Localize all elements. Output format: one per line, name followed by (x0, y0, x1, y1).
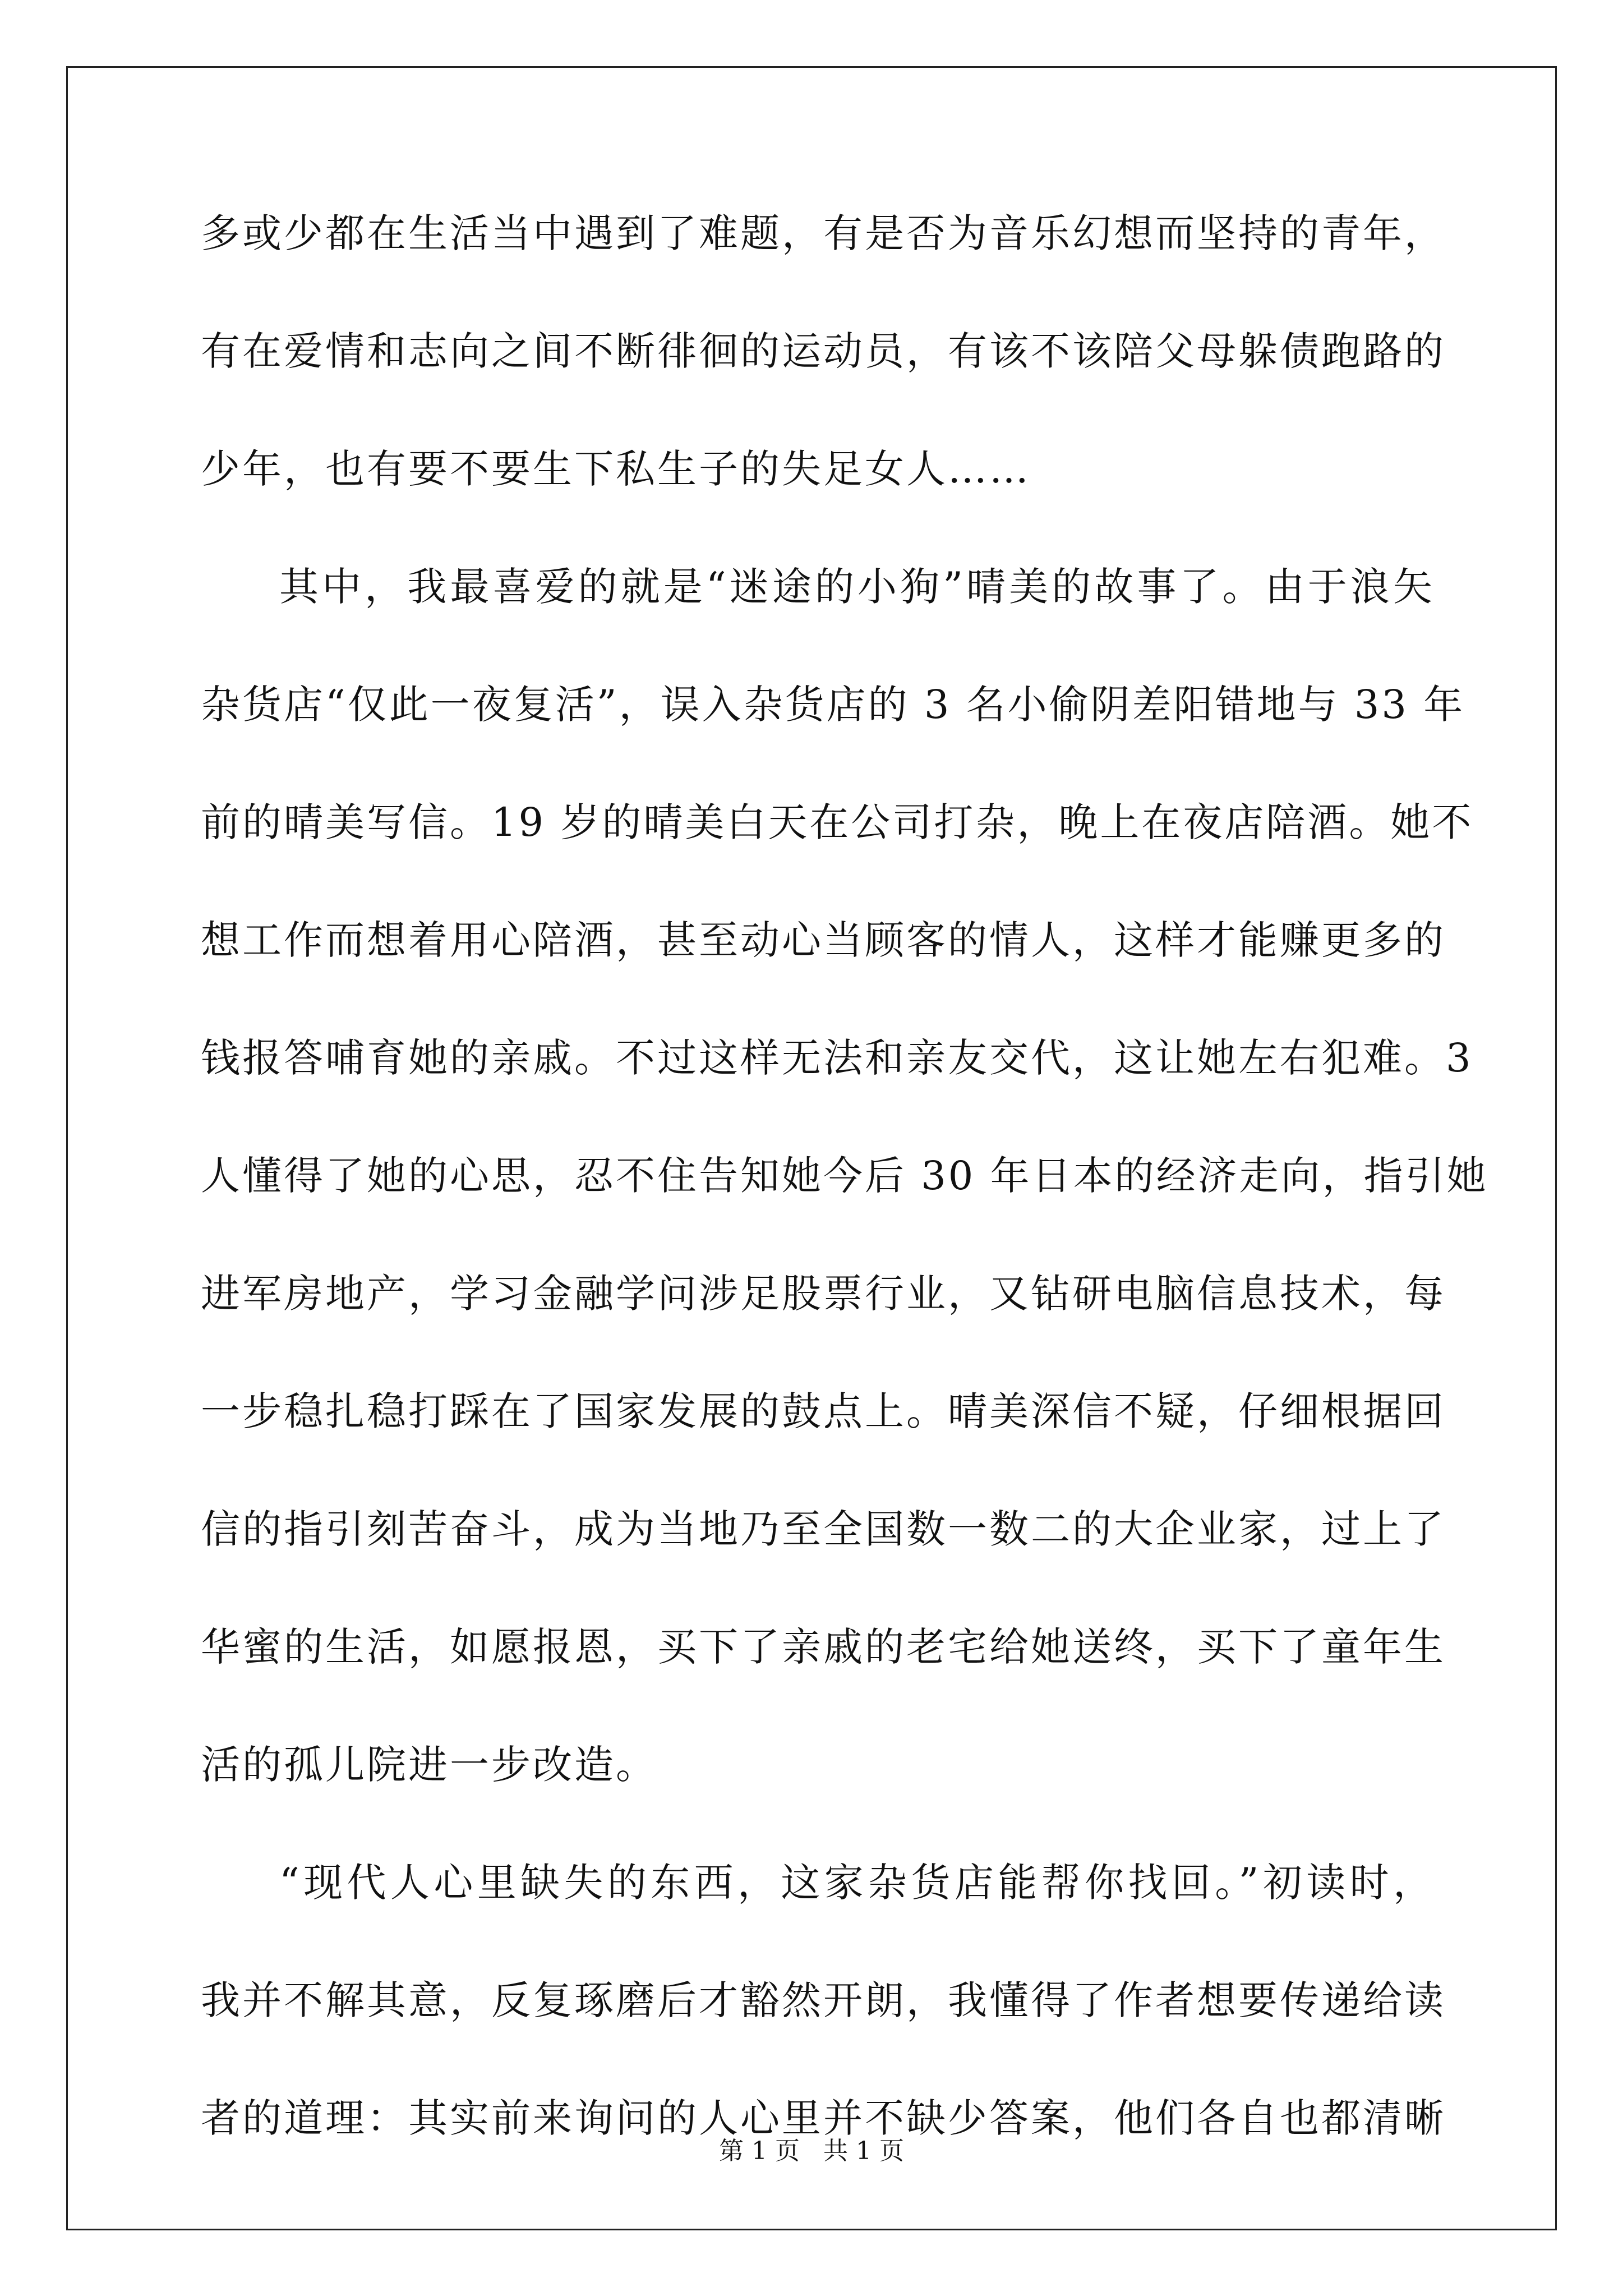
text-line: 者的道理：其实前来询问的人心里并不缺少答案，他们各自也都清晰 (201, 2095, 1446, 2141)
text-line: 华蜜的生活，如愿报恩，买下了亲戚的老宅给她送终，买下了童年生 (201, 1624, 1446, 1670)
text-line: 其中，我最喜爱的就是“迷途的小狗”晴美的故事了。由于浪矢 (279, 564, 1435, 610)
text-line: 人懂得了她的心思，忍不住告知她今后 30 年日本的经济走向，指引她 (201, 1153, 1488, 1199)
text-line: “现代人心里缺失的东西，这家杂货店能帮你找回。”初读时， (279, 1860, 1435, 1906)
text-line: 少年，也有要不要生下私生子的失足女人…… (201, 446, 1031, 492)
text-line: 前的晴美写信。19 岁的晴美白天在公司打杂，晚上在夜店陪酒。她不 (201, 799, 1474, 845)
page-number-footer: 第 1 页 共 1 页 (719, 2137, 904, 2165)
text-line: 钱报答哺育她的亲戚。不过这样无法和亲友交代，这让她左右犯难。3 (201, 1035, 1473, 1081)
text-line: 信的指引刻苦奋斗，成为当地乃至全国数一数二的大企业家，过上了 (201, 1506, 1446, 1552)
text-line: 杂货店“仅此一夜复活”，误入杂货店的 3 名小偷阴差阳错地与 33 年 (201, 682, 1465, 728)
text-line: 多或少都在生活当中遇到了难题，有是否为音乐幻想而坚持的青年， (201, 210, 1446, 256)
text-line: 有在爱情和志向之间不断徘徊的运动员，有该不该陪父母躲债跑路的 (201, 328, 1446, 374)
text-line: 我并不解其意，反复琢磨后才豁然开朗，我懂得了作者想要传递给读 (201, 1977, 1446, 2023)
text-line: 进军房地产，学习金融学问涉足股票行业，又钻研电脑信息技术，每 (201, 1271, 1446, 1317)
text-line: 想工作而想着用心陪酒，甚至动心当顾客的情人，这样才能赚更多的 (201, 917, 1446, 963)
text-line: 活的孤儿院进一步改造。 (201, 1742, 657, 1788)
text-line: 一步稳扎稳打踩在了国家发展的鼓点上。晴美深信不疑，仔细根据回 (201, 1388, 1446, 1434)
